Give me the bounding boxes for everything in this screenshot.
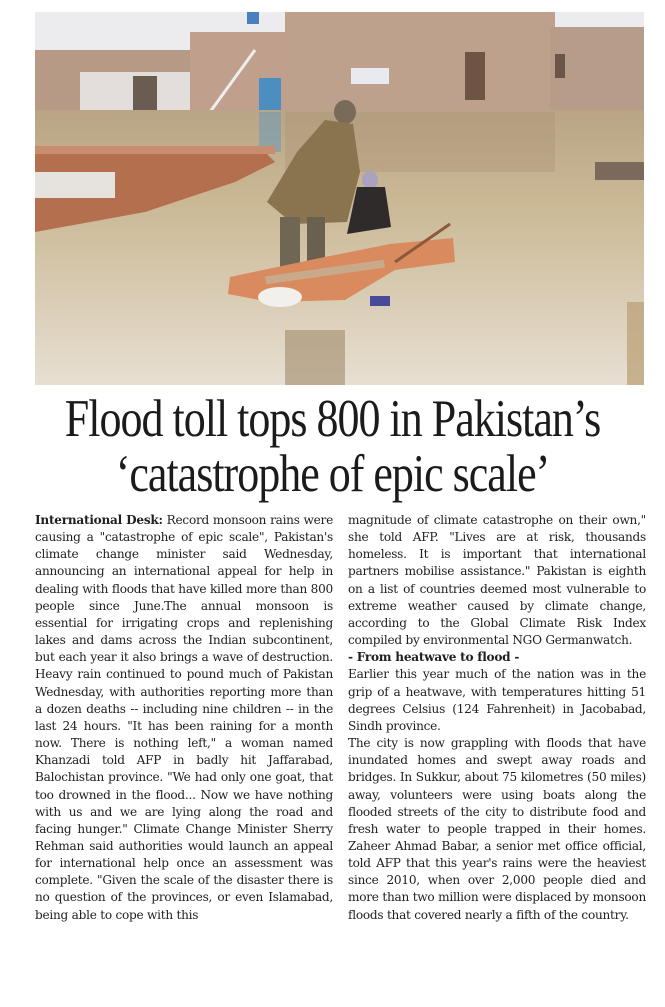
white-ground (35, 172, 115, 198)
headline (57, 392, 609, 502)
article-column-left (35, 512, 333, 924)
article-column-right (348, 512, 646, 924)
headline-line-2: ‘catastrophe of epic scale’ (115, 445, 550, 503)
article-text-left: Record monsoon rains were causing a "catastrophe of epic scale", Pakistan's climate change minister said Wednesday, announcing an international appeal for help in dealing with floods that have killed more than 800 people since June.The annual monsoon is essential for irrigating crops and replenishing lakes and dams across the Indian subcontinent, but each year it also brings a wave of destruction. Heavy rain continued to pound much of Pakistan Wednesday, with authorities reporting more than a dozen deaths -- including nine children -- in the last 24 hours. "It has been raining for a month now. There is nothing left," a woman named Khanzadi told AFP in badly hit Jaffarabad, Balochistan province. "We had only one goat, that too drowned in the flood... Now we have nothing with us and we are lying along the road and facing hunger." Climate Change Minister Sherry Rehman said authorities would launch an appeal for international help once an assessment was complete. "Given the scale of the disaster there is no question of the provinces, or even Islamabad, being able to cope with this (35, 513, 333, 922)
article-paragraph-3: The city is now grappling with floods that have inundated homes and swept away roads and bridges. In Sukkur, about 75 kilometres (50 miles) away, volunteers were using boats along the flooded streets of the city to distribute food and fresh water to people trapped in their homes. Zaheer Ahmad Babar, a senior met office official, told AFP that this year's rains were the heaviest since 2010, when over 2,000 people died and more than two million were displaced by monsoon floods that covered nearly a fifth of the country. (348, 736, 646, 922)
tank-blue (247, 12, 259, 24)
woman-head (362, 171, 378, 189)
door-blue (259, 78, 281, 110)
article-paragraph-2: Earlier this year much of the nation was in the grip of a heatwave, with temperatures hitting 51 degrees Celsius (124 Fahrenheit) in Jacobabad, Sindh province. (348, 667, 646, 733)
article-subhead: - From heatwave to flood - (348, 650, 520, 665)
news-photo-flood (35, 12, 644, 385)
man-reflection (285, 330, 345, 385)
photo-illustration (35, 12, 644, 385)
article-paragraph-1: magnitude of climate catastrophe on their own," she told AFP. "Lives are at risk, thousands homeless. It is important that international partners mobilise assistance." Pakistan is eighth on a list of countries deemed most vulnerable to extreme weather caused by climate change, according to the Global Climate Risk Index compiled by environmental NGO Germanwatch. (348, 513, 646, 648)
white-sack (258, 287, 302, 307)
window-right (555, 54, 565, 78)
building-main (285, 12, 555, 112)
brick-wall-top (35, 146, 275, 154)
door-dark (133, 76, 157, 110)
door-brown (465, 52, 485, 100)
signboard (351, 68, 389, 84)
blue-cloth (370, 296, 390, 306)
headline-line-1: Flood toll tops 800 in Pakistan’s (64, 390, 601, 448)
dateline: International Desk: (35, 513, 163, 527)
article-paragraph (35, 512, 333, 924)
right-edge-reflection (627, 302, 644, 385)
right-platform (595, 162, 644, 180)
man-head (334, 100, 356, 124)
